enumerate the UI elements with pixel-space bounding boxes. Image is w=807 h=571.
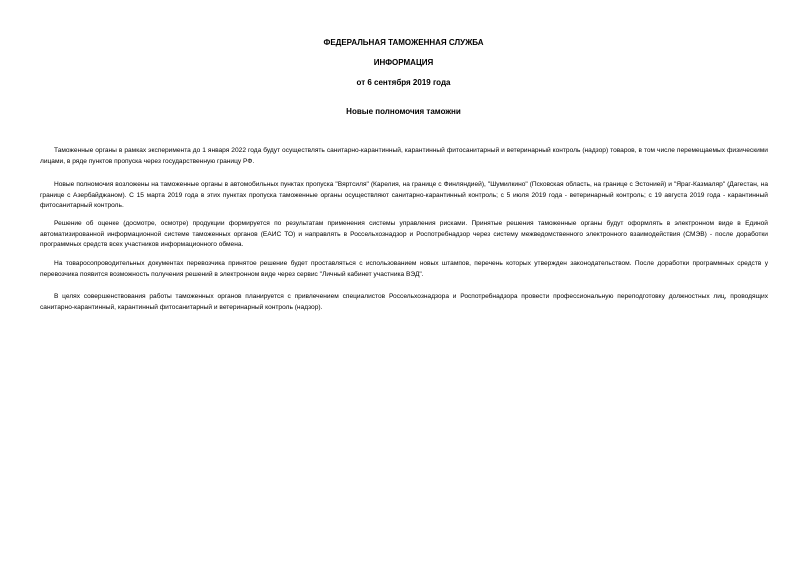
document-title: Новые полномочия таможни <box>346 107 461 116</box>
paragraph-1 <box>40 146 768 167</box>
paragraph-2 <box>40 180 768 212</box>
document-date: от 6 сентября 2019 года <box>356 78 451 87</box>
agency-heading: ФЕДЕРАЛЬНАЯ ТАМОЖЕННАЯ СЛУЖБА <box>323 38 484 47</box>
paragraph-text: На товаросопроводительных документах перевозчика принятое решение будет проставляться с использованием новых штампов, перечень которых утвержден законодательством. После доработки программных средств у перевозчика появится возможность получения решений в электронном виде через сервис "Личный кабинет участника ВЭД". <box>40 260 768 278</box>
paragraph-text: Таможенные органы в рамках эксперимента до 1 января 2022 года будут осуществлять санитарно-карантинный, карантинный фитосанитарный и ветеринарный контроль (надзор) товаров, в том числе перемещаемых физическими лицами, в ряде пунктов пропуска через государственную границу РФ. <box>40 147 768 165</box>
paragraph-4 <box>40 259 768 280</box>
paragraph-text: В целях совершенствования работы таможенных органов планируется с привлечением специалистов Россельхознадзора и Роспотребнадзора провести профессиональную переподготовку должностных лиц, проводящих санитарно-карантинный, карантинный фитосанитарный и ветеринарный контроль (надзор). <box>40 293 768 311</box>
document-type-heading: ИНФОРМАЦИЯ <box>373 58 434 67</box>
paragraph-text: Решение об оценке (досмотре, осмотре) продукции формируется по результатам применения системы управления рисками. Принятые решения таможенные органы будут оформлять в электронном виде в Единой автоматизированной информационной системе таможенных органов (ЕАИС ТО) и направлять в Россельхознадзор и Роспотребнадзор через систему межведомственного электронного взаимодействия (СМЭВ) - после доработки программных средств всех участников информационного обмена. <box>40 220 768 248</box>
paragraph-text: Новые полномочия возложены на таможенные органы в автомобильных пунктах пропуска "Вяртсиля" (Карелия, на границе с Финляндией), "Шумилкино" (Псковская область, на границе с Эстонией) и "Яраг-Казмаляр" (Дагестан, на границе с Азербайджаном). С 15 марта 2019 года в этих пунктах пропуска таможенные органы осуществляют санитарно-карантинный контроль; с 5 июля 2019 года - ветеринарный контроль; с 19 августа 2019 года - карантинный фитосанитарный контроль. <box>40 181 768 209</box>
paragraph-5 <box>40 292 768 313</box>
paragraph-3 <box>40 219 768 251</box>
